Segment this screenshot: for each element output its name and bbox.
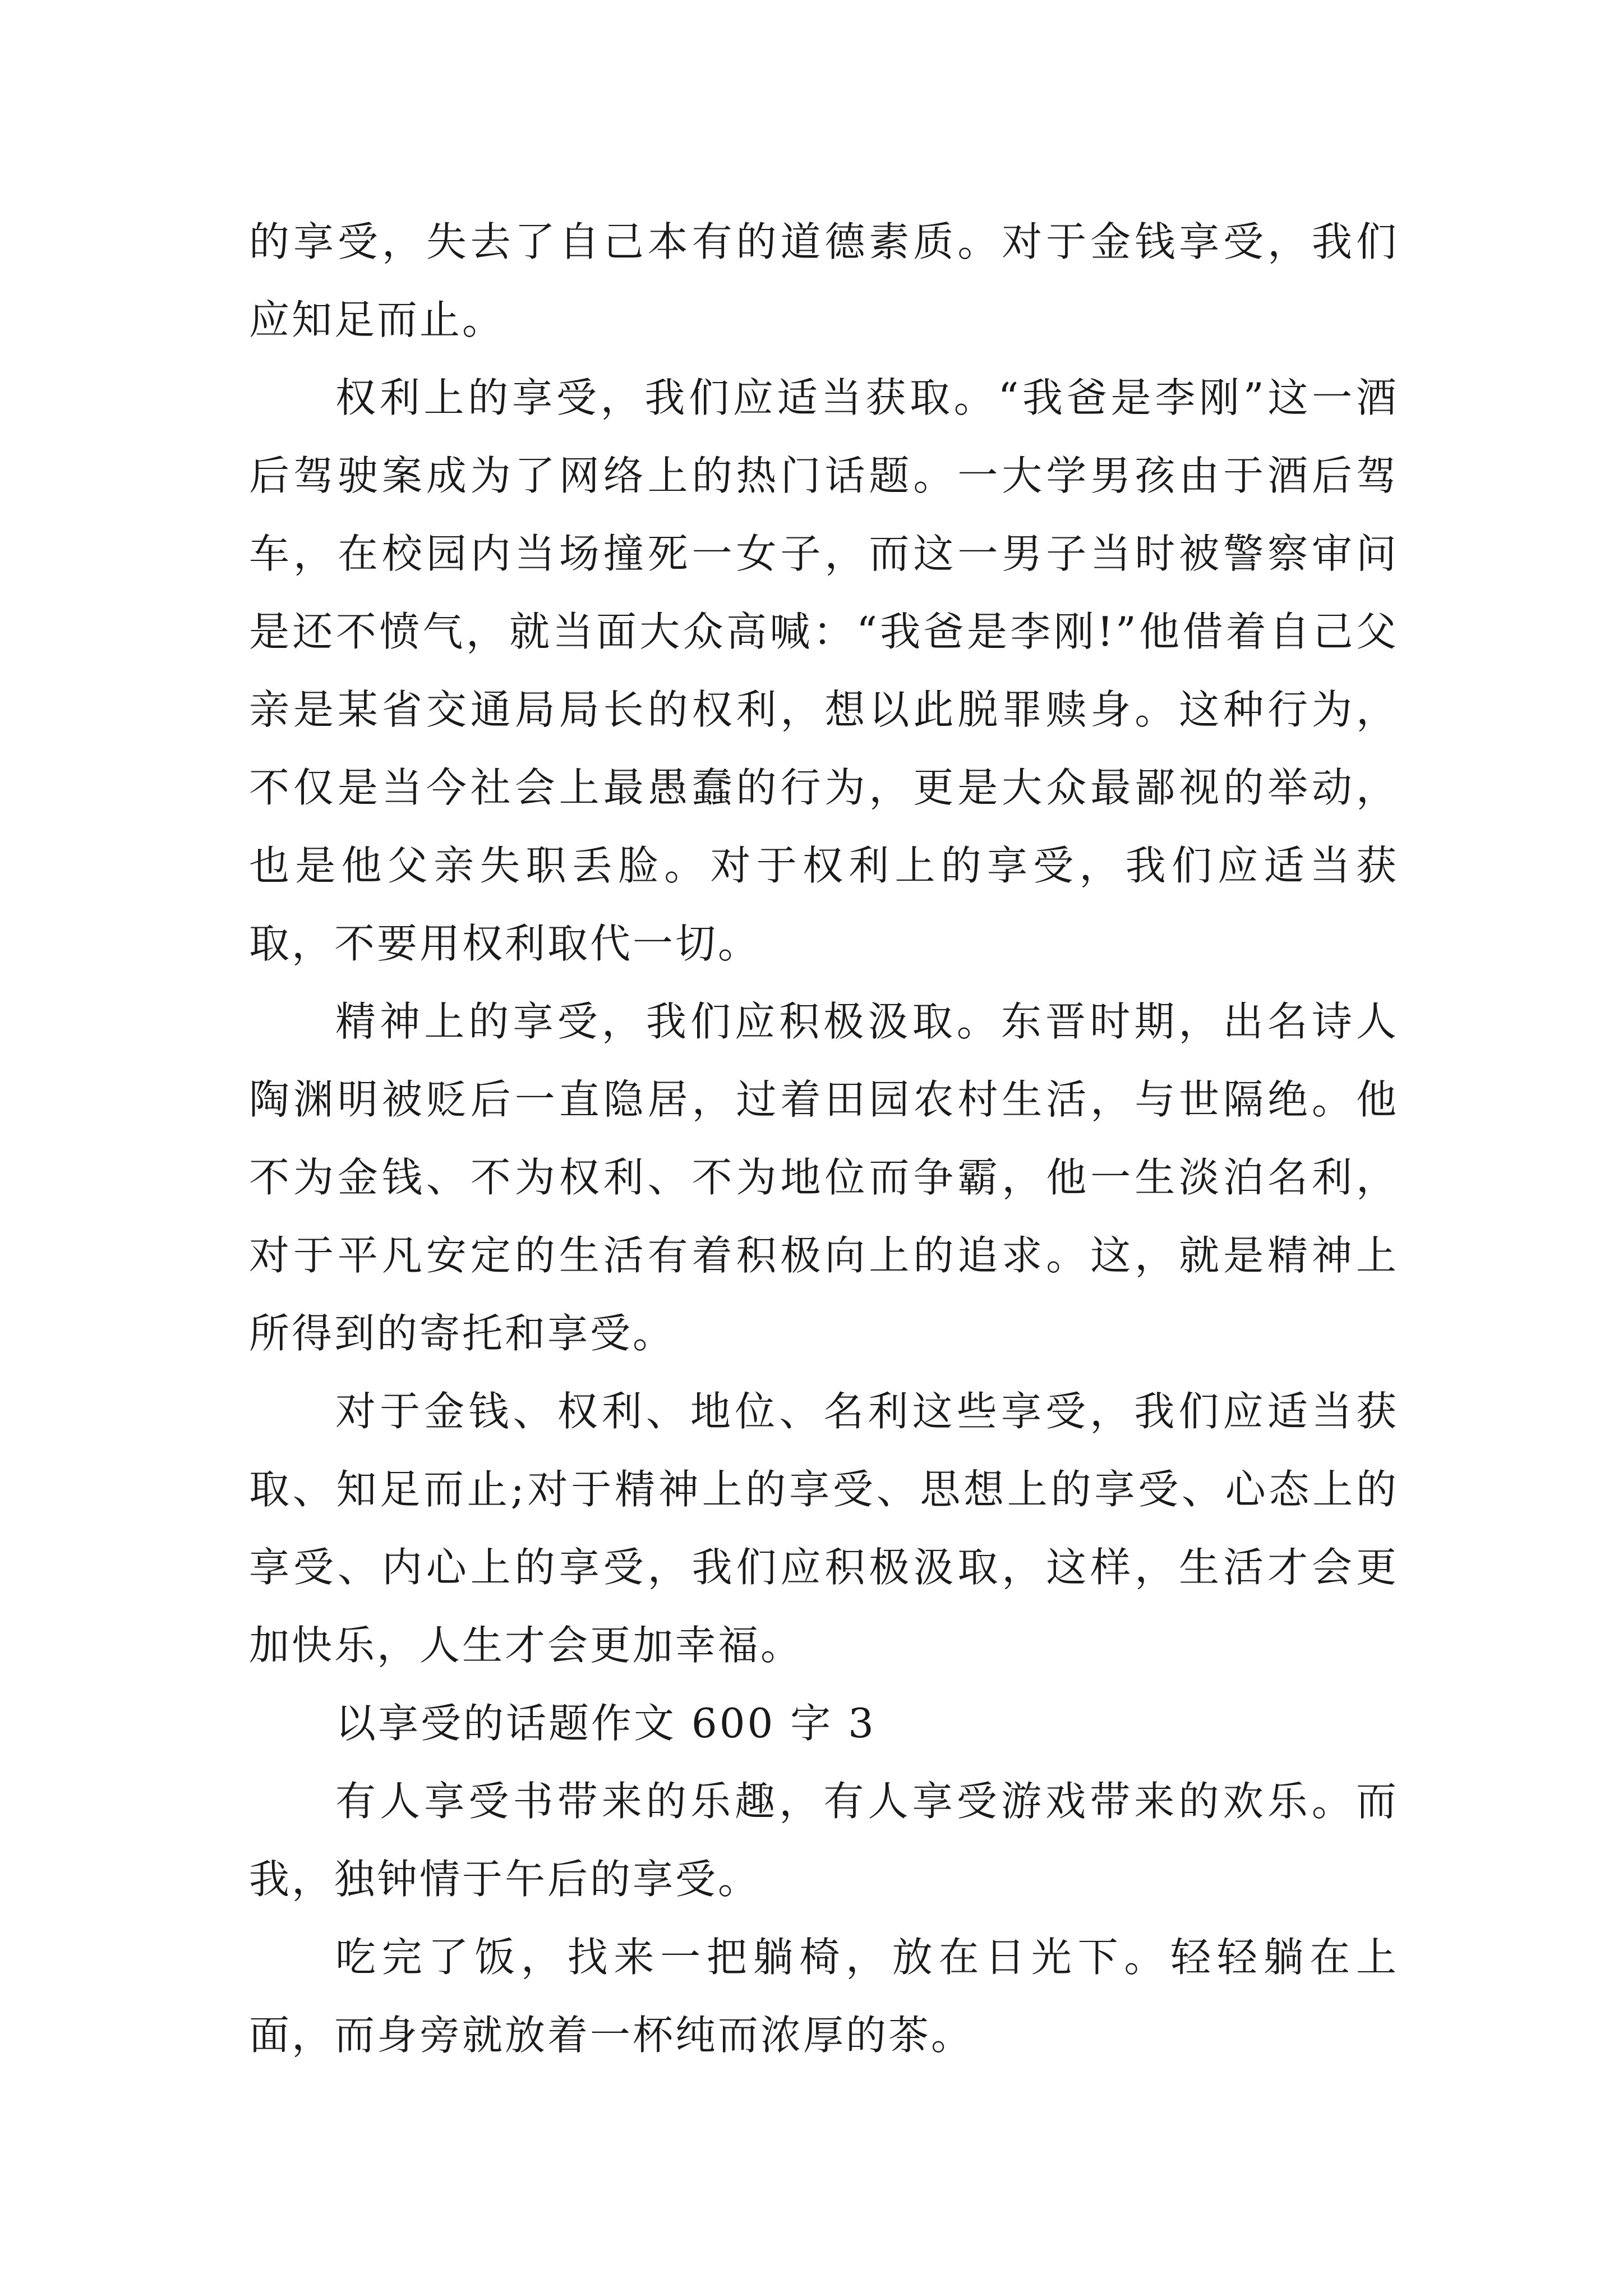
paragraph-afternoon-intro: 有人享受书带来的乐趣，有人享受游戏带来的欢乐。而我，独钟情于午后的享受。 [249, 1778, 1399, 1903]
paragraph-power-enjoyment: 权利上的享受，我们应适当获取。“我爸是李刚”这一酒后驾驶案成为了网络上的热门话题。一大学男孩由于酒后驾车，在校园内当场撞死一女子，而这一男子当时被警察审问是还不愤气，就当面大众高喊：“我爸是李刚!”他借着自己父亲是某省交通局局长的权利，想以此脱罪赎身。这种行为，不仅是当今社会上最愚蠢的行为，更是大众最鄙视的举动，也是他父亲失职丢脸。对于权利上的享受，我们应适当获取，不要用权利取代一切。 [249, 374, 1399, 967]
paragraph-conclusion: 对于金钱、权利、地位、名利这些享受，我们应适当获取、知足而止;对于精神上的享受、思想上的享受、心态上的享受、内心上的享受，我们应积极汲取，这样，生活才会更加快乐，人生才会更加幸福。 [249, 1388, 1399, 1669]
essay-heading: 以享受的话题作文 600 字 3 [335, 1700, 876, 1747]
paragraph-spiritual-enjoyment: 精神上的享受，我们应积极汲取。东晋时期，出名诗人陶渊明被贬后一直隐居，过着田园农村生活，与世隔绝。他不为金钱、不为权利、不为地位而争霸，他一生淡泊名利，对于平凡安定的生活有着积极向上的追求。这，就是精神上所得到的寄托和享受。 [249, 998, 1399, 1357]
paragraph-afternoon-tea: 吃完了饭，找来一把躺椅，放在日光下。轻轻躺在上面，而身旁就放着一杯纯而浓厚的茶。 [249, 1934, 1399, 2059]
paragraph-continuation: 的享受，失去了自己本有的道德素质。对于金钱享受，我们应知足而止。 [249, 218, 1399, 343]
body-text [249, 203, 1399, 2074]
